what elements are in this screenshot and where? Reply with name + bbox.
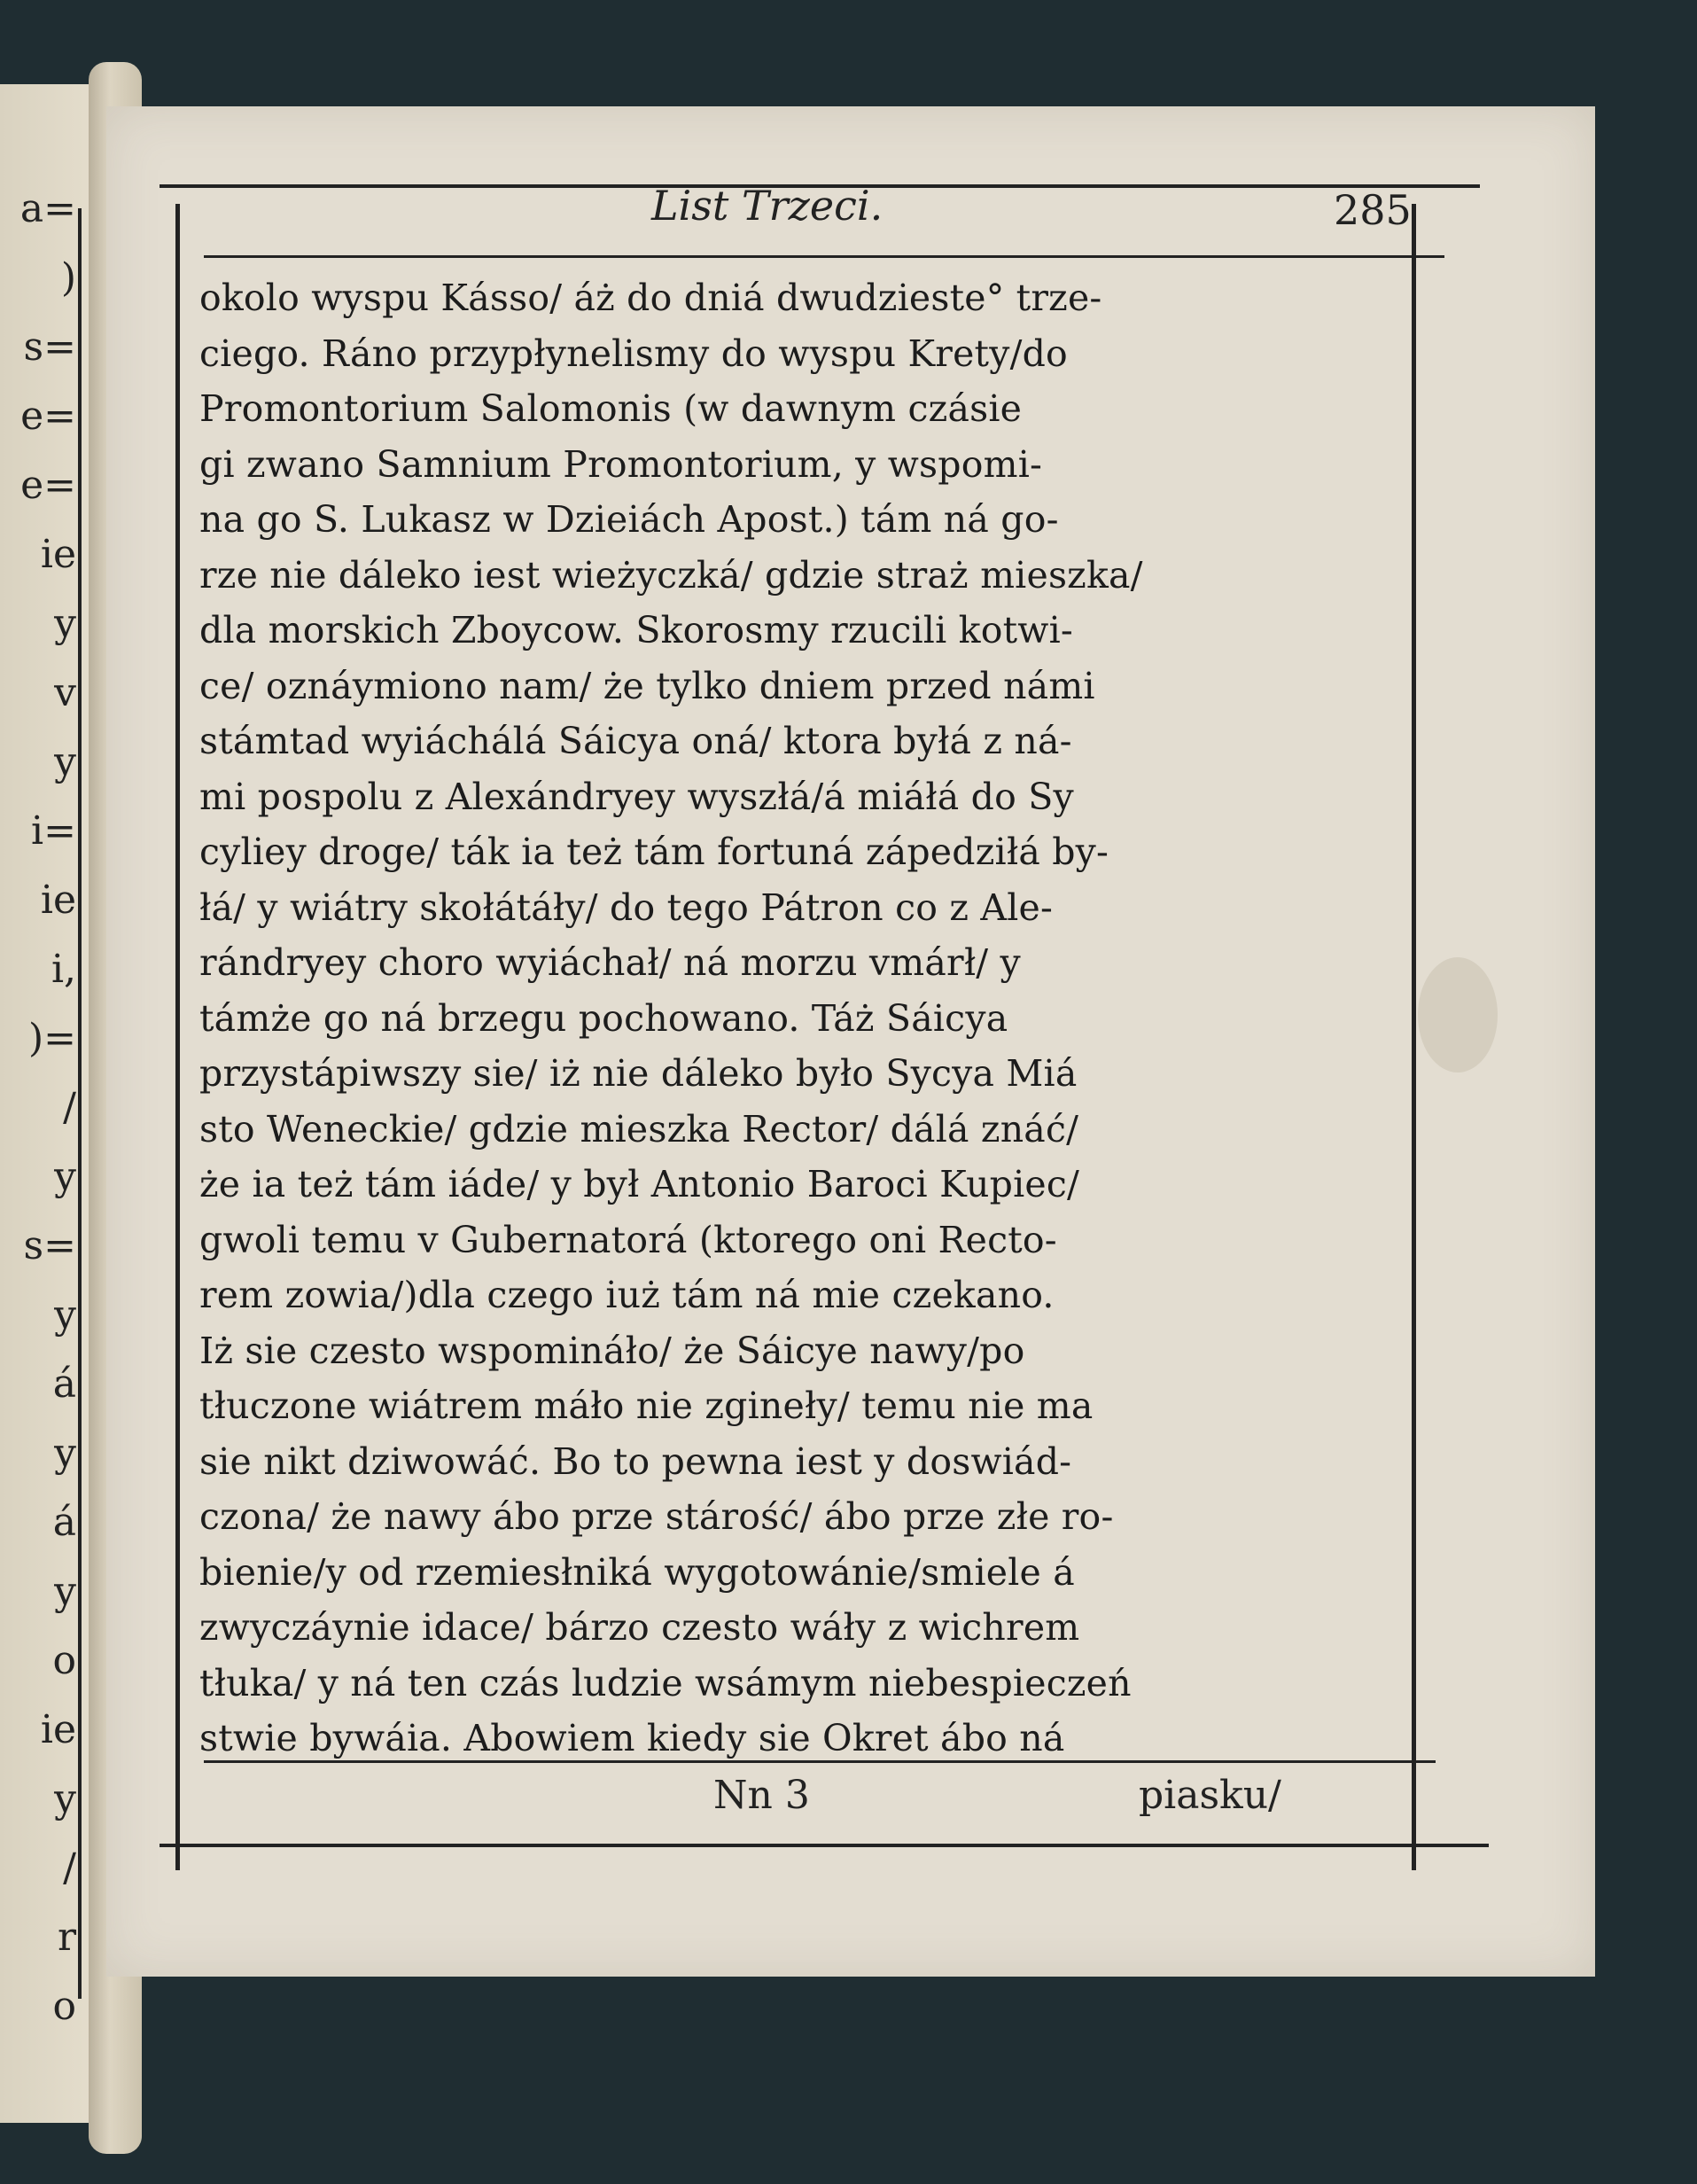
body-text — [199, 270, 1413, 1767]
text-line: bienie/y od rzemiesłniká wygotowánie/smiele á — [199, 1550, 1075, 1594]
signature-mark: Nn 3 — [713, 1773, 810, 1818]
text-line: támże go ná brzegu pochowano. Táż Sáicya — [199, 996, 1008, 1040]
text-line: tłuczone wiátrem máło nie zgineły/ temu nie ma — [199, 1384, 1094, 1427]
left-line-ending: ie — [40, 1707, 76, 1752]
book-page — [106, 106, 1595, 1977]
left-line-ending: e= — [20, 394, 76, 439]
left-line-ending: y — [54, 1431, 76, 1476]
text-line: rze nie dáleko iest wieżyczká/ gdzie straż mieszka/ — [199, 553, 1143, 597]
left-line-ending: v — [54, 670, 76, 715]
text-line: gi zwano Samnium Promontorium, y wspomi- — [199, 442, 1043, 486]
left-line-ending: i, — [51, 947, 76, 992]
text-line: rándryey choro wyiáchał/ ná morzu vmárł/ y — [199, 941, 1021, 984]
left-line-ending: r — [57, 1915, 76, 1960]
left-line-ending: y — [54, 1292, 76, 1338]
text-line: ciego. Ráno przypłynelismy do wyspu Krety/do — [199, 332, 1068, 375]
text-frame-bottom-rule — [204, 1760, 1436, 1763]
left-line-ending: s= — [23, 1223, 76, 1268]
left-line-ending: o — [52, 1984, 76, 2029]
left-line-ending: ) — [60, 255, 76, 300]
left-line-ending: o — [52, 1638, 76, 1683]
left-line-ending: i= — [31, 808, 76, 854]
left-line-ending: y — [54, 739, 76, 784]
left-line-ending: á — [52, 1361, 76, 1407]
left-line-ending: a= — [19, 186, 76, 231]
left-line-ending: ie — [40, 878, 76, 923]
left-line-ending: / — [63, 1845, 76, 1891]
footer-rule — [160, 1844, 1489, 1847]
text-line: cyliey droge/ ták ia też tám fortuná zápedziłá by- — [199, 831, 1109, 873]
text-line: zwyczáynie idace/ bárzo czesto wáły z wichrem — [199, 1606, 1080, 1649]
left-line-ending: á — [52, 1500, 76, 1545]
text-line: sto Weneckie/ gdzie mieszka Rector/ dálá znáć/ — [199, 1107, 1079, 1150]
left-line-ending: s= — [23, 324, 76, 370]
left-line-ending: ie — [40, 532, 76, 577]
left-page-rule — [78, 208, 82, 1999]
left-line-ending: e= — [20, 463, 76, 508]
left-line-ending: y — [54, 1776, 76, 1821]
text-line: tłuka/ y ná ten czás ludzie wsámym niebespieczeń — [199, 1661, 1132, 1704]
text-line: stámtad wyiáchálá Sáicya oná/ ktora byłá z ná- — [199, 720, 1072, 762]
text-line: sie nikt dziwowáć. Bo to pewna iest y doswiád- — [199, 1439, 1072, 1483]
text-line: dla morskich Zboycow. Skorosmy rzucili kotwi- — [199, 609, 1073, 651]
text-line: okolo wyspu Kásso/ áż do dniá dwudzieste° trze- — [199, 277, 1102, 319]
left-line-ending: )= — [27, 1016, 76, 1061]
text-line: na go S. Lukasz w Dzieiách Apost.) tám ná go- — [199, 498, 1059, 541]
text-line: ce/ oznáymiono nam/ że tylko dniem przed námi — [199, 664, 1095, 707]
text-line: Iż sie czesto wspomináło/ że Sáicye nawy/po — [199, 1329, 1025, 1372]
text-line: przystápiwszy sie/ iż nie dáleko było Sycya Miá — [199, 1052, 1078, 1095]
page-number: 285 — [1334, 186, 1412, 234]
paper-stain — [1418, 957, 1498, 1072]
text-line: Promontorium Salomonis (w dawnym czásie — [199, 387, 1023, 430]
text-line: stwie bywáia. Abowiem kiedy sie Okret ábo ná — [199, 1717, 1065, 1759]
text-line: że ia też tám iáde/ y był Antonio Baroci Kupiec/ — [199, 1163, 1080, 1205]
text-line: mi pospolu z Alexándryey wyszłá/á miáłá do Sy — [199, 775, 1074, 818]
left-line-ending: y — [54, 1569, 76, 1614]
left-line-ending: y — [54, 1154, 76, 1199]
running-title: List Trzeci. — [651, 182, 884, 230]
catchword: piasku/ — [1139, 1773, 1281, 1818]
text-line: gwoli temu v Gubernatorá (ktorego oni Recto- — [199, 1218, 1057, 1261]
text-line: czona/ że nawy ábo prze stárość/ ábo prze złe ro- — [199, 1495, 1114, 1538]
text-line: rem zowia/)dla czego iuż tám ná mie czekano. — [199, 1274, 1055, 1316]
page-footer — [160, 1773, 1489, 1835]
left-line-ending: y — [54, 601, 76, 646]
left-line-ending: / — [63, 1085, 76, 1130]
text-line: łá/ y wiátry skołátáły/ do tego Pátron co z Ale- — [199, 885, 1054, 929]
